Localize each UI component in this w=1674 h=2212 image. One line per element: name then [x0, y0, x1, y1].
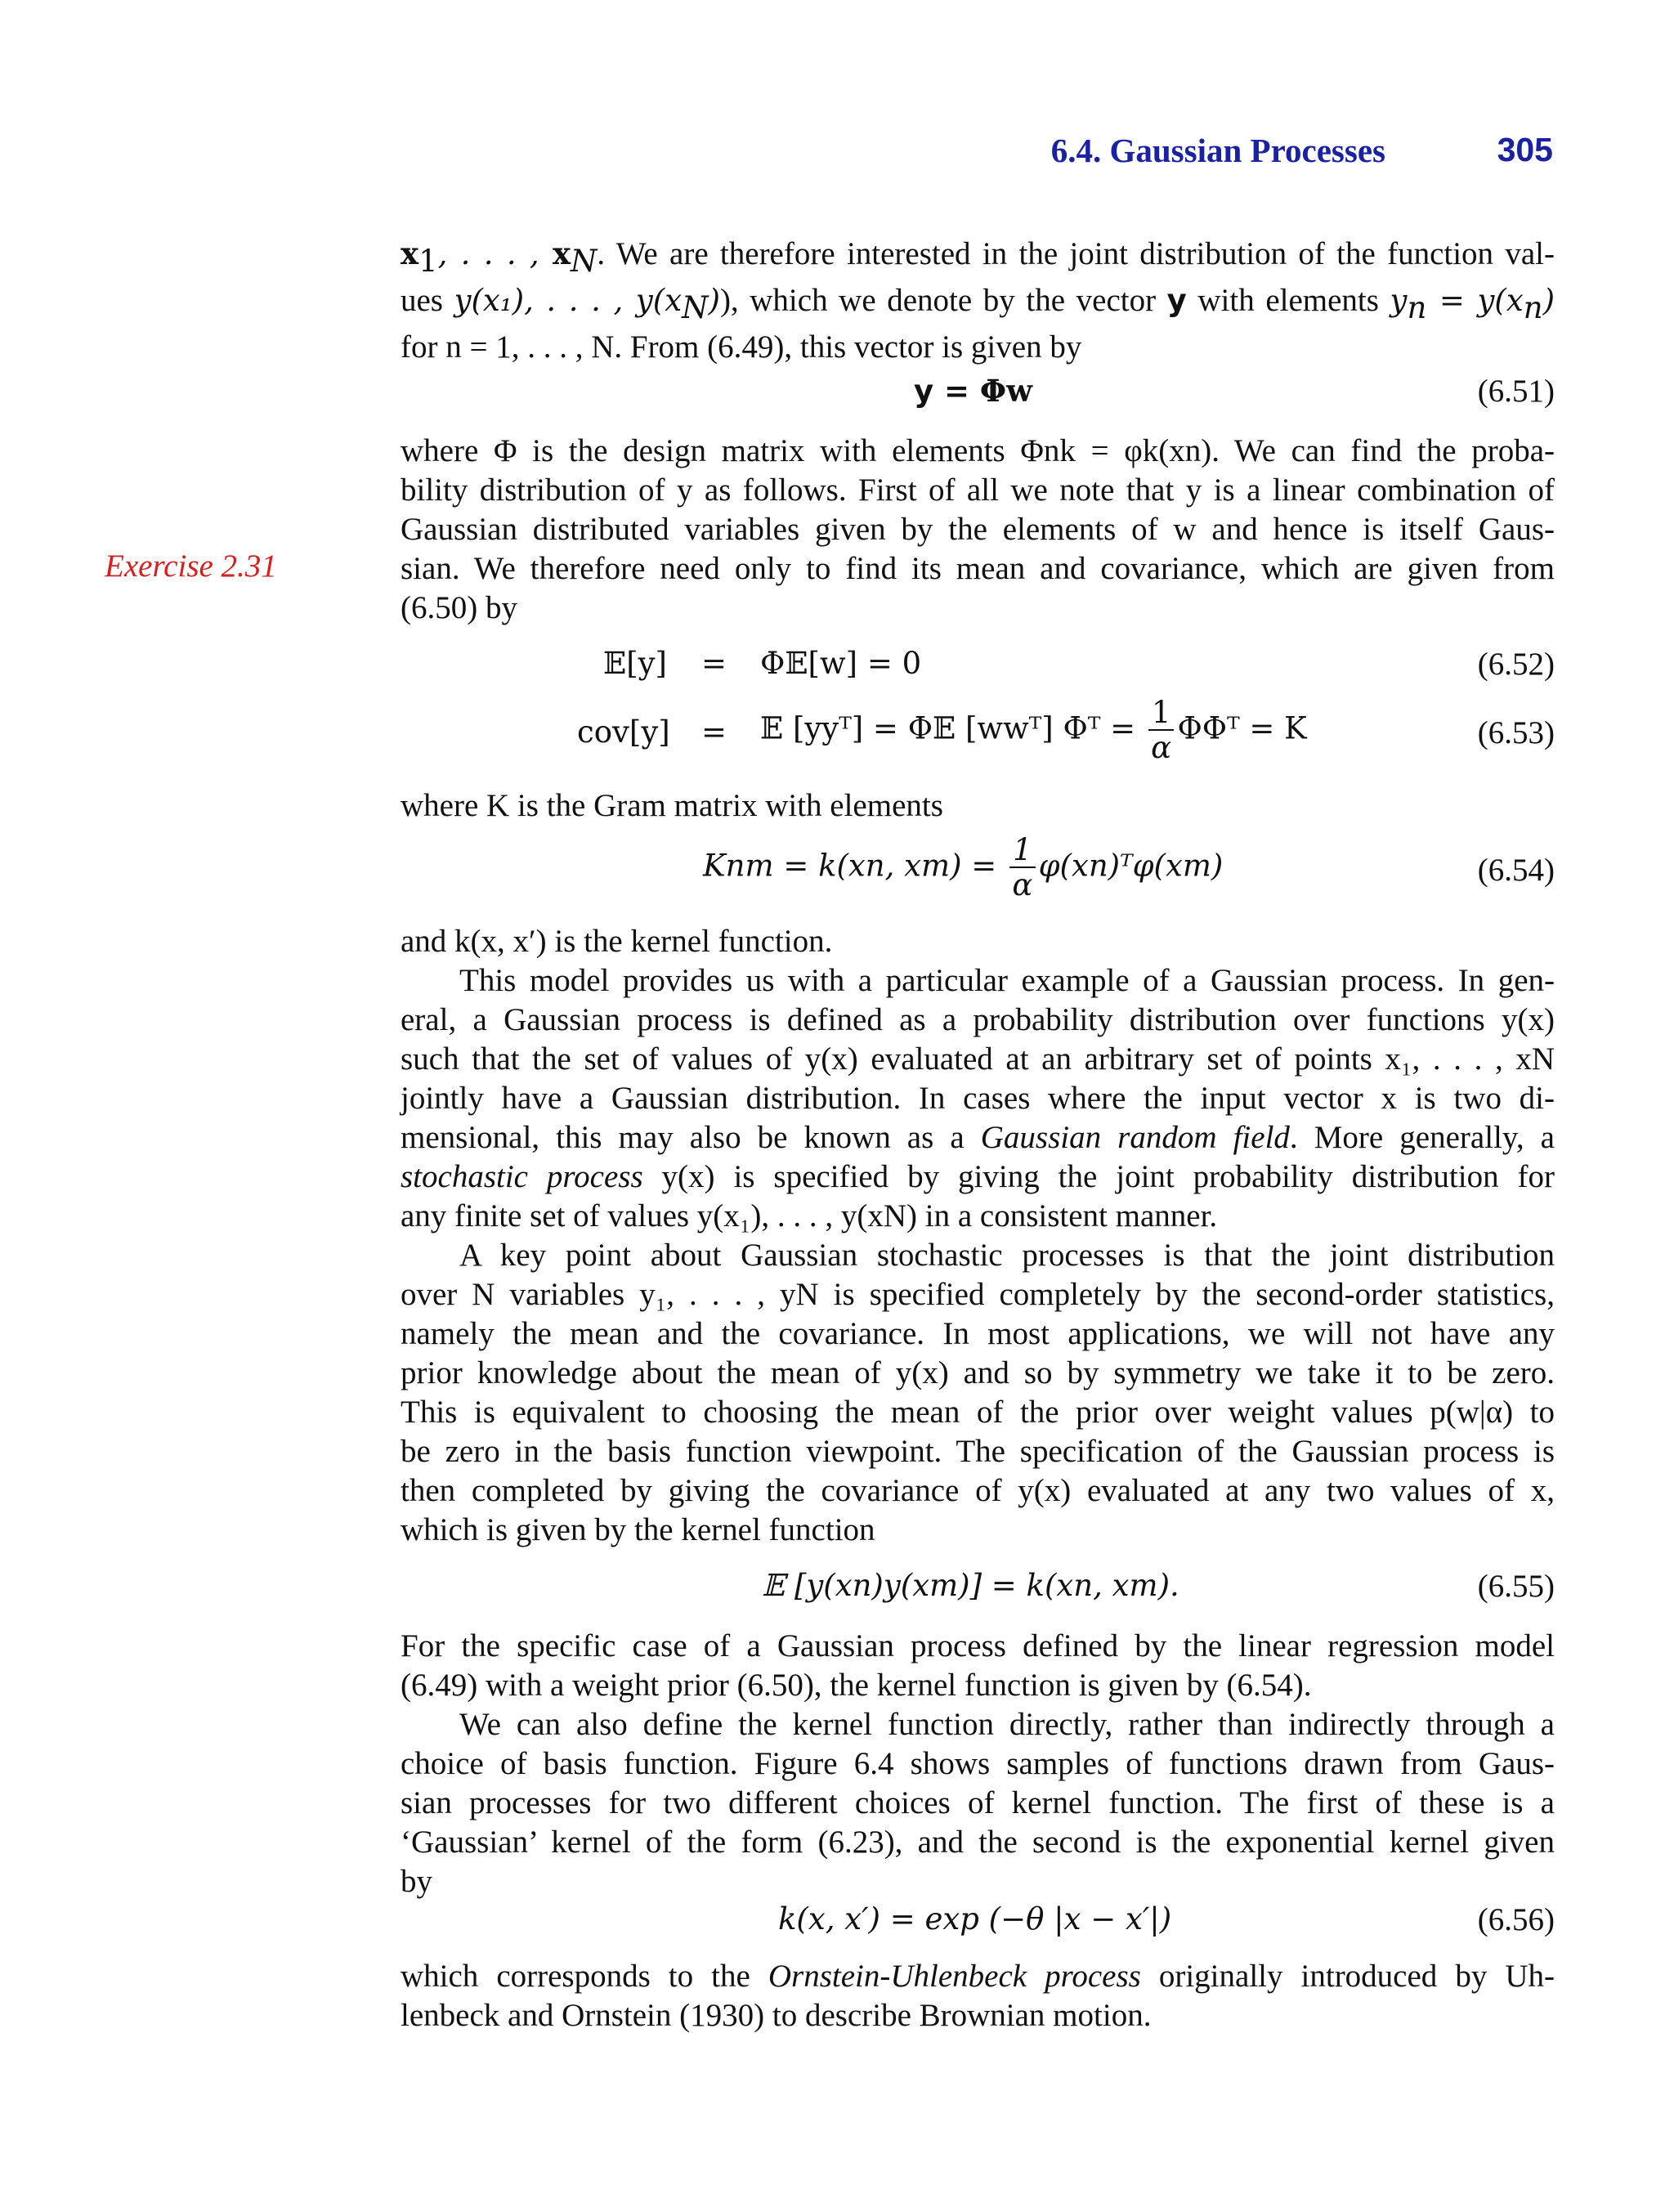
equation-equals: = [701, 646, 727, 681]
equation-body: 𝔼 [y(xn)y(xm)] = k(xn, xm). [762, 1568, 1179, 1603]
equation-6-56 [401, 1901, 1555, 1950]
text-line: $x_1$, . . . , $x_N$. We are therefore interested in the joint distribution of the function val- [401, 235, 1555, 279]
equation-rhs: 𝔼 [yyᵀ] = Φ𝔼 [wwᵀ] Φᵀ = $\frac{1}{\alpha}$ ΦΦᵀ = K [760, 695, 1307, 765]
paragraph-4 [401, 922, 1555, 1236]
text-line: stochastic process y(x) is specified by giving the joint probability distribution for [401, 1159, 1555, 1194]
text-line: For the specific case of a Gaussian process defined by the linear regression model [401, 1628, 1555, 1663]
text-line: and k(x, x′) is the kernel function. [401, 924, 833, 959]
text-line: mensional, this may also be known as a Gaussian random field. More generally, a [401, 1120, 1555, 1155]
text-line: ‘Gaussian’ kernel of the form (6.23), and the second is the exponential kernel given [401, 1825, 1555, 1860]
equation-6-51 [401, 373, 1555, 422]
text-line: Gaussian distributed variables given by the elements of w and hence is itself Gaus- [401, 512, 1555, 547]
text-line: prior knowledge about the mean of y(x) and so by symmetry we take it to be zero. [401, 1355, 1555, 1390]
equation-6-55 [401, 1568, 1555, 1617]
text-line: ues y(x₁), . . . , $y(x_N)$), which we denote by the vector y with elements $y_n = y(x_n)$ [401, 282, 1555, 325]
equation-number: (6.54) [1477, 853, 1555, 888]
text-line: be zero in the basis function viewpoint. The specification of the Gaussian process is [401, 1434, 1555, 1469]
paragraph-6 [401, 1627, 1555, 1901]
equation-number: (6.53) [1477, 715, 1555, 750]
text-line: sian. We therefore need only to find its mean and covariance, which are given from [401, 551, 1555, 586]
equation-body: y = Φw [914, 373, 1032, 409]
paragraph-2 [401, 432, 1555, 628]
text-line: where K is the Gram matrix with elements [401, 788, 943, 823]
equation-number: (6.56) [1477, 1902, 1555, 1937]
text-line: (6.50) by [401, 590, 517, 625]
equation-number: (6.51) [1477, 374, 1555, 409]
text-line: by [401, 1864, 432, 1899]
equation-6-53 [401, 696, 1555, 778]
equation-number: (6.52) [1477, 647, 1555, 682]
paragraph-3 [401, 786, 1555, 826]
equation-rhs: Φ𝔼[w] = 0 [760, 646, 922, 681]
paragraph-7 [401, 1957, 1555, 2035]
text-line: such that the set of values of y(x) evaluated at an arbitrary set of points x₁, . . . , xN [401, 1041, 1555, 1077]
text-line: sian processes for two different choices of kernel function. The first of these is a [401, 1785, 1555, 1820]
equation-equals: = [701, 714, 727, 750]
page-number: 305 [1497, 131, 1553, 168]
paragraph-5 [401, 1236, 1555, 1550]
text-line: over N variables y₁, . . . , yN is specified completely by the second-order statistics, [401, 1277, 1555, 1312]
text-line: then completed by giving the covariance of y(x) evaluated at any two values of x, [401, 1473, 1555, 1508]
text-line: which is given by the kernel function [401, 1512, 875, 1547]
text-line: where Φ is the design matrix with elements Φnk = φk(xn). We can find the proba- [401, 433, 1555, 468]
equation-number: (6.55) [1477, 1569, 1555, 1604]
text-line: bility distribution of y as follows. First of all we note that y is a linear combination of [401, 472, 1555, 508]
equation-body: Knm = k(xn, xm) = $\frac{1}{\alpha}$ φ(xn)ᵀφ(xm) [703, 832, 1224, 902]
text-line: choice of basis function. Figure 6.4 shows samples of functions drawn from Gaus- [401, 1746, 1555, 1781]
text-line: jointly have a Gaussian distribution. In cases where the input vector x is two di- [401, 1081, 1555, 1116]
text-line: This is equivalent to choosing the mean of the prior over weight values p(w|α) to [401, 1395, 1555, 1430]
exercise-margin-note[interactable]: Exercise 2.31 [105, 549, 277, 584]
text-line: eral, a Gaussian process is defined as a probability distribution over functions y(x) [401, 1002, 1555, 1037]
text-line: namely the mean and the covariance. In most applications, we will not have any [401, 1316, 1555, 1351]
section-title: 6.4. Gaussian Processes [1050, 132, 1385, 169]
text-line: This model provides us with a particular example of a Gaussian process. In gen- [459, 963, 1555, 998]
equation-lhs: cov[y] [577, 714, 670, 750]
text-line: We can also define the kernel function directly, rather than indirectly through a [459, 1707, 1555, 1742]
text-line: lenbeck and Ornstein (1930) to describe Brownian motion. [401, 1998, 1152, 2033]
text-line: which corresponds to the Ornstein-Uhlenbeck process originally introduced by Uh- [401, 1959, 1555, 1994]
equation-body: k(x, x′) = exp (−θ |x − x′|) [778, 1901, 1172, 1937]
text-line: for n = 1, . . . , N. From (6.49), this vector is given by [401, 329, 1082, 365]
equation-6-52 [401, 646, 1555, 695]
text-line: (6.49) with a weight prior (6.50), the kernel function is given by (6.54). [401, 1668, 1312, 1703]
running-header [401, 131, 1553, 172]
text-line: any finite set of values y(x₁), . . . , y(xN) in a consistent manner. [401, 1198, 1218, 1234]
equation-6-54 [401, 834, 1555, 916]
equation-lhs: 𝔼[y] [603, 646, 667, 681]
paragraph-1 [401, 234, 1555, 367]
text-line: A key point about Gaussian stochastic processes is that the joint distribution [459, 1238, 1555, 1273]
